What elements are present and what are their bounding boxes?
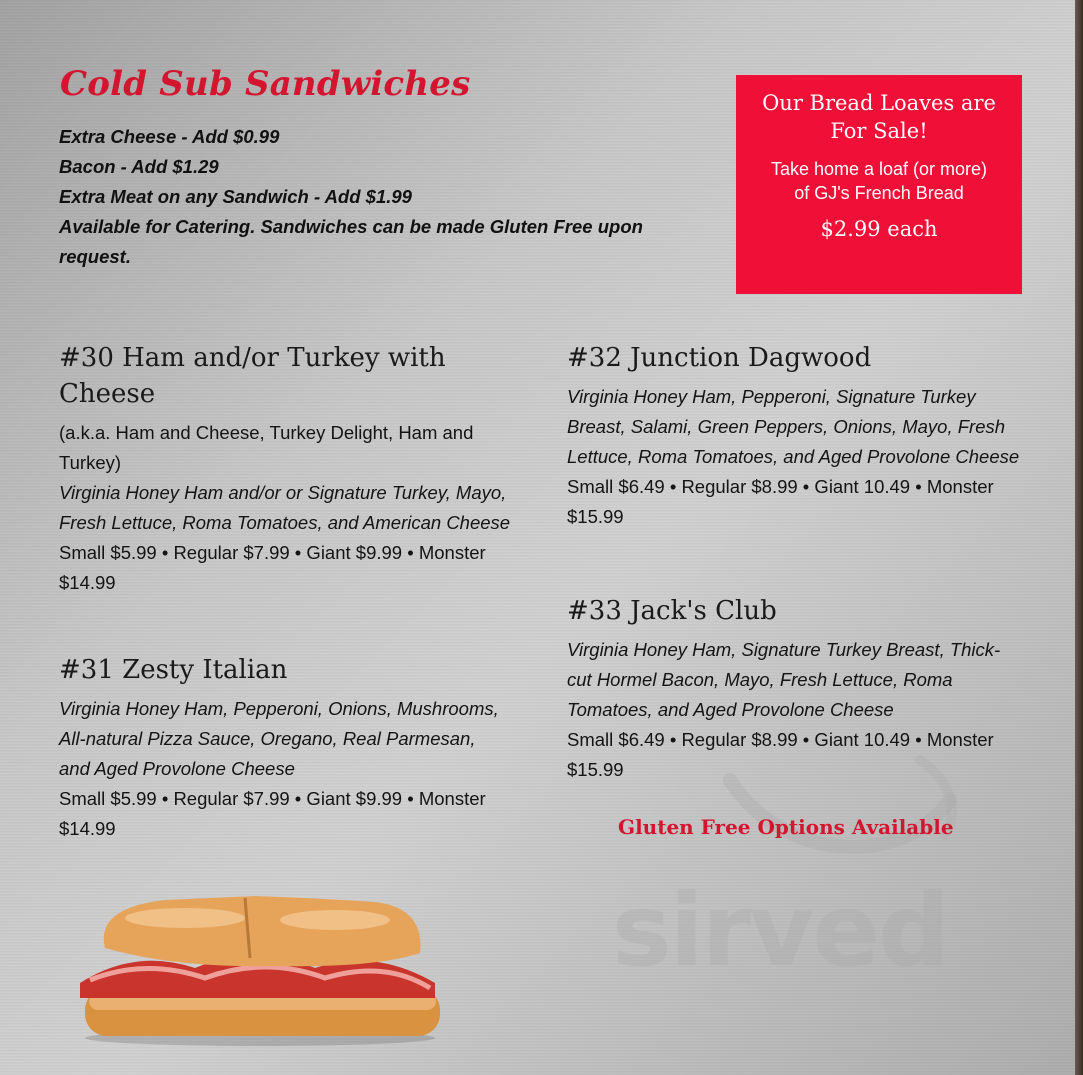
menu-item-30 bbox=[59, 340, 514, 598]
side-edge-strip bbox=[1075, 0, 1083, 1075]
item-description: Virginia Honey Ham, Signature Turkey Breast, Thick-cut Hormel Bacon, Mayo, Fresh Lettuce, Roma Tomatoes, and Aged Provolone Cheese bbox=[567, 639, 1001, 720]
item-name: #31 Zesty Italian bbox=[59, 655, 288, 685]
gluten-free-note: Gluten Free Options Available bbox=[618, 815, 954, 839]
promo-body: Take home a loaf (or more) of GJ's French Bread bbox=[770, 159, 988, 203]
item-prices: Small $5.99 • Regular $7.99 • Giant $9.99 • Monster $14.99 bbox=[59, 542, 486, 593]
menu-item-32 bbox=[567, 340, 1022, 532]
catering-note: Available for Catering. Sandwiches can be made Gluten Free upon request. bbox=[59, 216, 643, 267]
watermark-text: sirved bbox=[612, 872, 948, 989]
item-prices: Small $5.99 • Regular $7.99 • Giant $9.99 • Monster $14.99 bbox=[59, 788, 486, 839]
addon-extra-meat: Extra Meat on any Sandwich - Add $1.99 bbox=[59, 186, 412, 207]
item-prices: Small $6.49 • Regular $8.99 • Giant 10.49 • Monster $15.99 bbox=[567, 729, 994, 780]
section-title: Cold Sub Sandwiches bbox=[60, 64, 471, 104]
promo-title: Our Bread Loaves are For Sale! bbox=[762, 91, 996, 143]
watermark-swoosh-icon bbox=[720, 740, 980, 880]
item-description: Virginia Honey Ham, Pepperoni, Signature Turkey Breast, Salami, Green Peppers, Onions, Mayo, Fresh Lettuce, Roma Tomatoes, and Aged Provolone Cheese bbox=[567, 386, 1020, 467]
item-name: #32 Junction Dagwood bbox=[567, 343, 872, 373]
item-aka: (a.k.a. Ham and Cheese, Turkey Delight, Ham and Turkey) bbox=[59, 422, 474, 473]
item-description: Virginia Honey Ham, Pepperoni, Onions, Mushrooms, All-natural Pizza Sauce, Oregano, Real Parmesan, and Aged Provolone Cheese bbox=[59, 698, 499, 779]
addon-extra-cheese: Extra Cheese - Add $0.99 bbox=[59, 126, 280, 147]
item-name: #30 Ham and/or Turkey with Cheese bbox=[59, 343, 446, 409]
menu-item-31 bbox=[59, 652, 499, 844]
item-description: Virginia Honey Ham and/or or Signature Turkey, Mayo, Fresh Lettuce, Roma Tomatoes, and American Cheese bbox=[59, 482, 511, 533]
item-name: #33 Jack's Club bbox=[567, 596, 777, 626]
addons-list bbox=[59, 122, 699, 272]
addon-bacon: Bacon - Add $1.29 bbox=[59, 156, 219, 177]
bread-promo-box bbox=[736, 75, 1022, 294]
item-prices: Small $6.49 • Regular $8.99 • Giant 10.49 • Monster $15.99 bbox=[567, 476, 994, 527]
sandwich-image bbox=[75, 888, 445, 1048]
promo-price: $2.99 each bbox=[820, 217, 938, 241]
